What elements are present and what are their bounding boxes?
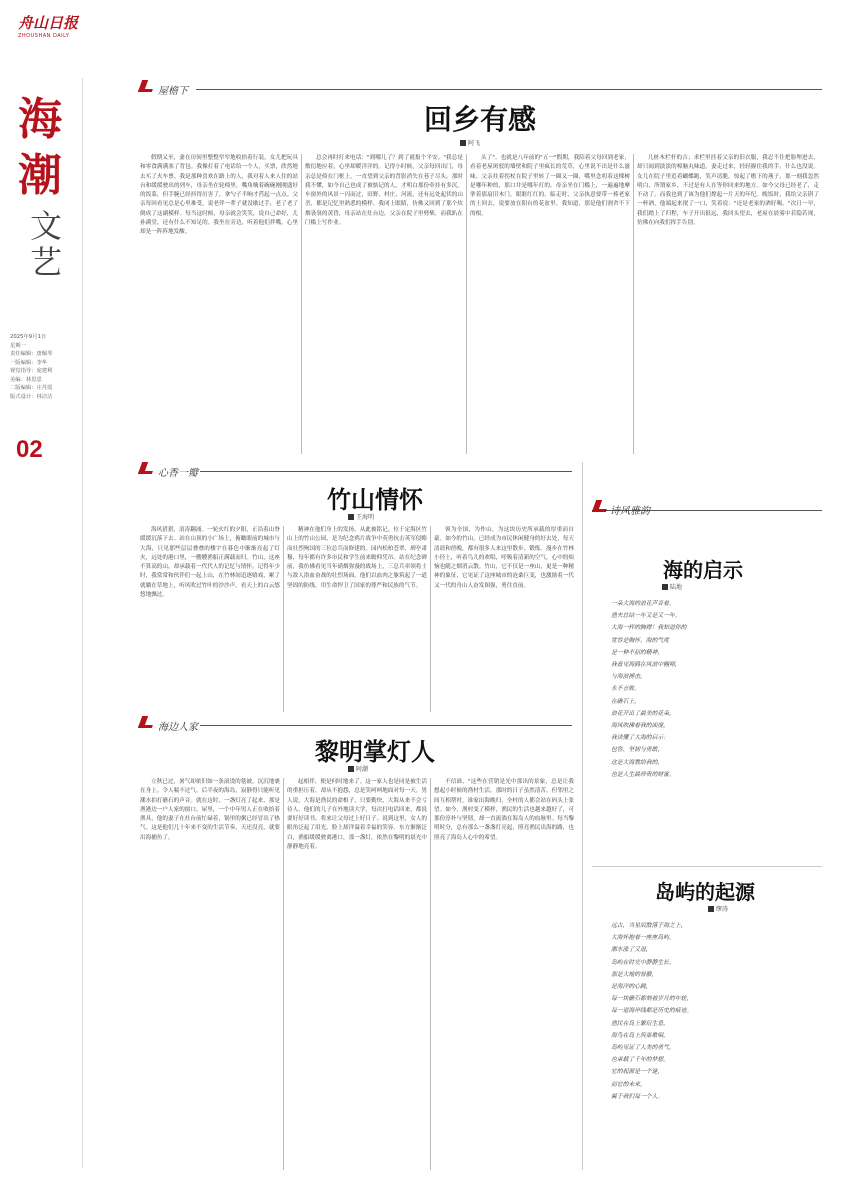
section-label-s1: 屋檐下 xyxy=(158,86,188,97)
poem-line: 海鸟在岛上筑巢歌唱， xyxy=(611,1032,669,1039)
poem-line: 而它的未来， xyxy=(611,1081,646,1088)
poem-column-divider xyxy=(582,462,583,1170)
info-visual: 视觉指导：庞建利 xyxy=(10,368,53,374)
article-byline: 阿飞 xyxy=(460,138,480,147)
poem-line: 包容、坚韧与勇敢， xyxy=(611,747,664,754)
poem-line: 大海怀抱着一座座岛屿， xyxy=(611,935,675,942)
section-rule xyxy=(200,471,572,472)
article-column: 精神在他们身上的发扬，从此被铭记。位于定海区竹山上的竹山公园，是为纪念鸦片战争中英勇抗击英军侵略而壮烈殉国的三位总兵而修建的。园内松柏苍翠，碑亭肃穆，每年都有许多市民和学生前来瞻仰凭吊。站在纪念碑前，我仿佛看见当年硝烟弥漫的战场上，三总兵率领将士与敌人浴血奋战的壮烈场面。他们以血肉之躯筑起了一道坚固的防线，用生命捍卫了国家的尊严和民族的气节。 xyxy=(287,527,427,589)
poem-line: 属于我们每一个人。 xyxy=(611,1093,664,1100)
info-editor-3: 二版编辑：庄丹霞 xyxy=(10,385,53,391)
article-title: 竹山情怀 xyxy=(327,485,423,514)
article-column: 立秋已过，暑气却依旧如一条滚烫的毯被，沉沉地裹在身上。令人喘不过气。后半夜的海岛，寂静得只能听见潮水拍打礁石的声音。就在这时，一盏灯亮了起来，那是渔港边一户人家的窗口。屋里，一个中年男人正在收拾着渔具，他的妻子在灶台前忙碌着，锅里的粥已经冒出了热气。这是他们几十年来不变的生活节奏，天还没亮，就要出海捕鱼了。 xyxy=(140,779,280,841)
info-art: 美编：林思思 xyxy=(10,376,42,383)
section-title: 海潮 xyxy=(18,94,62,201)
info-date: 2025年9月1日 xyxy=(10,334,47,340)
poem-byline: 缪涛 xyxy=(708,904,728,913)
editor-info xyxy=(10,333,72,401)
newspaper-logo: 舟山日报 xyxy=(18,14,79,32)
poem-title: 岛屿的起源 xyxy=(655,880,755,904)
column-divider xyxy=(430,526,431,712)
poem-line: 大海一样的胸襟！我知道你的 xyxy=(611,625,687,632)
poem-line: 是一种不屈的精神， xyxy=(611,649,664,656)
info-weekday: 星期一 xyxy=(10,342,26,349)
poem-line: 那是大地的骨骼， xyxy=(611,971,658,978)
poem-line: 我看见海鸥在风浪中翱翔， xyxy=(611,662,681,669)
article-column: 领为全国，为作山，为这块历史所承载的厚重而自豪。如今的竹山，已经成为市民休闲健身的好去处，每天清晨和傍晚，都有很多人来这里散步、锻炼。漫步在竹林小径上，听着鸟儿的欢唱，呼吸着清新的空气，心中的烦恼也随之烟消云散。竹山，它不仅是一座山，更是一种精神的象征，它见证了这座城市的沧桑巨变，也激励着一代又一代的舟山人奋发图强，勇往直前。 xyxy=(434,527,574,589)
section-rule xyxy=(200,725,572,726)
poem-line: 与海浪搏击， xyxy=(611,674,646,681)
article-title: 黎明掌灯人 xyxy=(315,737,435,766)
column-divider xyxy=(466,154,467,454)
column-divider xyxy=(283,526,284,712)
poem-line: 这是大海教给我的， xyxy=(611,759,664,766)
article-column: 起相伴，便是何时地来了。这一家人也是同是被生活的重担压着，却从不抱怨，总是笑呵呵地面对每一天。男人说，大海是渔民的命根子，只要勤快，大海从来不会亏待人。他们的儿子在外地读大学，每次打电话回来，都说要好好读书，将来让父母过上好日子。说到这里，女人的眼角泛起了泪光，脸上却洋溢着幸福的笑容。东方渐渐泛白，渔船缓缓驶离港口，那一盏灯，依然在黎明的晨光中静静地亮着。 xyxy=(287,779,427,851)
info-layout: 版式设计：林洁洁 xyxy=(10,393,53,400)
poem-byline: 陆地 xyxy=(662,582,682,591)
poem-line: 渔夫总结一年又是又一年。 xyxy=(611,613,681,620)
poem-line: 潮水涨了又退， xyxy=(611,947,652,954)
article-column: 几桩木栏杆的吉；求栏里挂着父亲的旧衣服，我忍不住把脸埋进去，却只闻到淡淡的樟脑丸味道。妻走过来，轻轻握住我的手，什么也没说。女儿在院子里追着蝴蝶跑，笑声清脆，惊起了檐下的燕子。那一刻我忽然明白，所谓家乡，不过是有人在等你回来的地方。如今父母已经老了，走不动了，而我也到了该为他们撑起一片天的年纪。晚饭时，我给父亲斟了一杯酒，他端起来抿了一口，笑着说："还是老家的酒好喝。"次日一早，我们踏上了归程，车子开出很远，我回头望去，老屋在晨雾中若隐若现，仿佛在向我们挥手告别。 xyxy=(637,155,819,227)
poem-line: 一朵大海的浪花声音着， xyxy=(611,601,675,607)
article-column: 不信谁，"这些在营销是光中那出的景象，总是让我想起小时候的渔村生活。那时的日子虽然清苦，但邻里之间互相帮衬，谁家出海晚归，全村的人都会站在码头上张望。如今，渔村变了模样，渔民的生活也越来越好了，可那份淳朴与坚韧，却一直流淌在海岛人的血脉里。每当黎明时分，总有那么一盏盏灯亮起，照亮渔民出海的路，也照亮了海岛人心中的希望。 xyxy=(434,779,574,841)
poem-line: 是海洋的心跳， xyxy=(611,984,652,991)
poem-line: 渔民在岛上繁衍生息， xyxy=(611,1020,669,1027)
section-rule xyxy=(196,89,822,90)
info-editor-2: 一版编辑：李华 xyxy=(10,359,48,366)
poem-line: 我读懂了大海的启示： xyxy=(611,735,669,742)
article-title: 回乡有感 xyxy=(423,103,536,136)
section-label-s4: 诗风雅韵 xyxy=(610,506,650,517)
article-column: 头了"。也就是八年前的"五一"假期，我陪着父母回到老家，看着老屋斑驳的墙壁和院子里疯长的荒草，心里说不出是什么滋味。父亲拄着拐杖在院子里转了一圈又一圈，嘴里念叨着这棵树是哪年种的，那口井是哪年打的。母亲坐在门槛上，一遍遍地摩挲着那扇旧木门，眼眶红红的。临走时，父亲执意要带一捧老家的土回去，说要放在阳台的花盆里。我知道，那是他们割舍不下的根。 xyxy=(470,155,630,217)
poem-body xyxy=(600,920,818,1170)
column-divider xyxy=(283,778,284,1170)
poem-line: 也承载了千年的梦想。 xyxy=(611,1057,669,1064)
article-column: 假期又至，妻在房间里整整窄窄地收拾着行装，女儿把玩具和零食满满塞了背包。我像打着了电话给一个人，买票，欣然地去买了火车票。我是那种喜欢在路上的人，我对着人来人往的站台和缓缓驶出的列车，母亲坐在轮椅里，嘴角噙着碗碗刚刚盛好的饭菜，但手腕已经抖得厉害了，拿勺子半晌才舀起一点点。父亲每回看见总是心里难受，说老伴一辈子就没歇过手，老了老了倒成了这副模样。每当这时候，母亲就会笑笑，说自己命好，儿孙满堂，还有什么不知足的。我坐在旁边，听着他们拌嘴，心里却是一阵阵地发酸。 xyxy=(140,155,298,236)
poem-line: 远古，当星辰散落于海之上， xyxy=(611,923,687,929)
poem-line: 每一块礁石都刻着岁月的年轮， xyxy=(611,996,693,1003)
article-column: 总会再时打来电话："到哪儿了？到了就报个平安。"我总是敷衍地应着，心里却暖洋洋的。记得小时候，父亲每回出门，母亲总是倚在门框上，一直望到父亲的背影消失在巷子尽头。那时我不懂，如今自己也成了被惦记的人，才明白那份牵挂有多沉。车窗外的风景一闪而过，田野、村庄、河流，还有远处起伏的山峦，都是记忆里熟悉的模样。我闭上眼睛，仿佛又回到了那个炊烟袅袅的黄昏，母亲站在灶台边，父亲在院子里劈柴，而我趴在门槛上写作业。 xyxy=(305,155,463,227)
column-divider xyxy=(633,154,634,454)
poem-line: 岛屿见证了人类的勇气， xyxy=(611,1045,675,1052)
poem-line: 也是人生最珍贵的财富。 xyxy=(611,771,675,778)
poem-divider xyxy=(592,866,822,867)
article-column: 海风猎猎，浪涛翻涌。一轮火红的夕阳，正沿着山脊缓缓沉落下去。站在山顶的小广场上，俯瞰眼前的城市与大海，只见那些层层叠叠的楼宇在暮色中渐渐亮起了灯火，远处的港口里，一艘艘渔船正满载而归。竹山，这座不算高的山，却承载着一代代人的记忆与情怀。记得年少时，我常常和伙伴们一起上山，在竹林间追逐嬉戏，累了就躺在草地上，听风吹过竹叶的沙沙声，看天上的白云悠悠地飘过。 xyxy=(140,527,280,599)
section-subtitle: 文艺 xyxy=(30,207,63,281)
poem-line: 每一道海岸线都是历史的痕迹。 xyxy=(611,1008,693,1015)
poem-line: 岛屿在时光中静静生长。 xyxy=(611,959,675,966)
poem-body xyxy=(600,598,818,808)
poem-line: 它的起源是一个谜， xyxy=(611,1069,664,1076)
poem-line: 浪花开出了最美的花朵， xyxy=(611,710,675,717)
poem-line: 宽容是胸怀。海的气度 xyxy=(611,637,669,644)
poem-line: 海风吹拂着我的面庞， xyxy=(611,723,669,730)
info-editor: 责任编辑：唐佩琴 xyxy=(10,351,53,357)
column-divider xyxy=(430,778,431,1170)
poem-line: 永不言败。 xyxy=(611,686,640,693)
article-byline: 阿潮 xyxy=(348,764,368,773)
poem-title: 海的启示 xyxy=(663,558,743,582)
masthead-divider xyxy=(82,78,83,1168)
poem-line: 在礁石上， xyxy=(611,698,640,705)
page-number: 02 xyxy=(16,436,43,463)
section-mark xyxy=(138,716,156,728)
section-mark xyxy=(138,462,156,474)
newspaper-logo-subtitle: ZHOUSHAN DAILY xyxy=(18,33,70,39)
section-label-s2: 心香一瓣 xyxy=(158,468,198,479)
article-byline: 王海明 xyxy=(348,512,374,521)
section-mark xyxy=(138,80,156,92)
section-label-s3: 海边人家 xyxy=(158,722,198,733)
column-divider xyxy=(301,154,302,454)
